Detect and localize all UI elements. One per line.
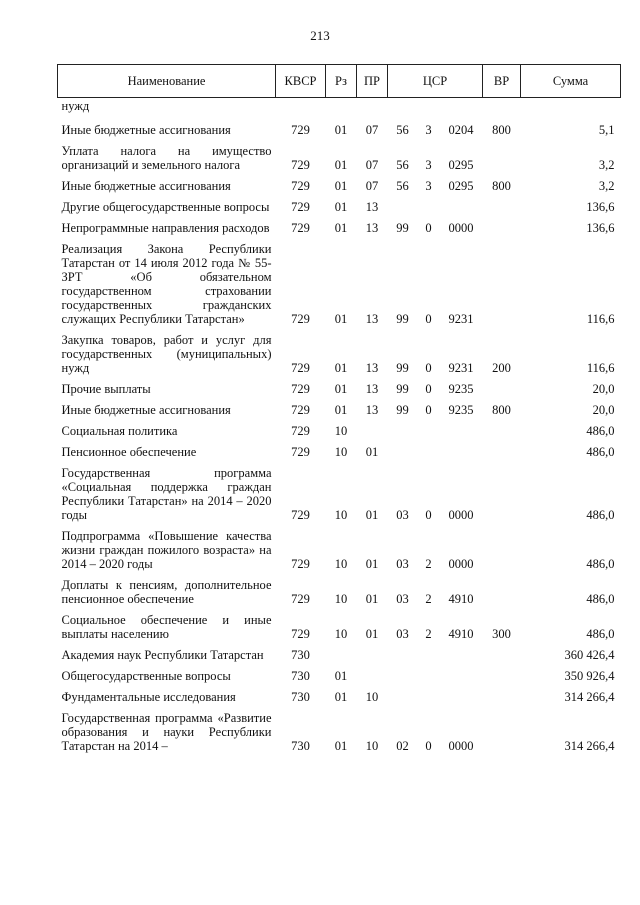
table-row (58, 665, 621, 686)
row-kvsr: 729 (291, 403, 310, 417)
row-kvsr: 729 (291, 592, 310, 606)
row-csr-subprogram (418, 441, 440, 462)
row-vr (483, 140, 521, 175)
row-name: Пенсионное обеспечение (61, 445, 197, 459)
row-csr-subprogram: 0 (425, 508, 432, 522)
row-vr (483, 665, 521, 686)
row-csr-program (388, 686, 418, 707)
table-row (58, 140, 621, 175)
row-kvsr: 729 (291, 200, 310, 214)
row-csr-program (388, 196, 418, 217)
row-kvsr: 729 (291, 382, 310, 396)
table-row (58, 119, 621, 140)
row-vr: 300 (492, 627, 511, 641)
row-csr-direction: 4910 (448, 592, 474, 606)
row-rz: 01 (334, 361, 348, 375)
row-csr-direction (440, 441, 483, 462)
row-name: Иные бюджетные ассигнования (61, 403, 231, 417)
row-kvsr: 729 (291, 445, 310, 459)
row-csr-subprogram: 2 (425, 557, 432, 571)
row-kvsr: 729 (291, 158, 310, 172)
row-csr-direction: 0204 (448, 123, 474, 137)
row-rz: 01 (334, 123, 348, 137)
header-kvsr: КВСР (276, 65, 326, 98)
row-csr-subprogram: 3 (425, 123, 432, 137)
row-csr-direction (440, 665, 483, 686)
table-row (58, 98, 621, 120)
row-name: Прочие выплаты (61, 382, 151, 396)
row-pr (357, 665, 388, 686)
header-csr: ЦСР (388, 65, 483, 98)
row-pr: 01 (365, 627, 379, 641)
row-csr-program: 99 (396, 221, 409, 235)
table-row (58, 644, 621, 665)
row-rz: 01 (334, 179, 348, 193)
row-pr: 01 (365, 508, 379, 522)
row-pr: 13 (365, 361, 379, 375)
row-kvsr: 729 (291, 361, 310, 375)
row-name: Фундаментальные исследования (61, 690, 236, 704)
row-vr: 800 (492, 179, 511, 193)
row-sum: 136,6 (586, 221, 615, 235)
page-number: 213 (310, 28, 330, 43)
row-rz: 01 (334, 312, 348, 326)
table-header-row (58, 65, 621, 98)
row-pr: 13 (365, 200, 379, 214)
row-rz (326, 98, 357, 120)
table-row (58, 175, 621, 196)
table-row (58, 609, 621, 644)
row-csr-subprogram (418, 196, 440, 217)
table-row (58, 196, 621, 217)
row-csr-subprogram: 0 (425, 403, 432, 417)
row-csr-program (388, 665, 418, 686)
row-sum: 116,6 (586, 361, 615, 375)
row-pr: 13 (365, 312, 379, 326)
row-csr-program (388, 98, 418, 120)
row-name: Закупка товаров, работ и услуг для государственных (муниципальных) нужд (61, 333, 272, 375)
row-vr (483, 378, 521, 399)
row-sum (521, 98, 621, 120)
row-kvsr (276, 98, 326, 120)
table-row (58, 329, 621, 378)
row-sum: 486,0 (586, 627, 615, 641)
row-csr-subprogram: 3 (425, 158, 432, 172)
row-csr-subprogram: 0 (425, 382, 432, 396)
row-name: Социальная политика (61, 424, 178, 438)
row-kvsr: 730 (291, 690, 310, 704)
row-sum: 20,0 (592, 382, 615, 396)
header-name: Наименование (58, 65, 276, 98)
row-name: Уплата налога на имущество организаций и земельного налога (61, 144, 272, 172)
row-csr-direction: 0000 (448, 557, 474, 571)
row-csr-direction: 9235 (448, 382, 474, 396)
row-csr-program: 99 (396, 361, 409, 375)
row-pr: 01 (365, 445, 379, 459)
header-vr: ВР (483, 65, 521, 98)
row-csr-program: 99 (396, 312, 409, 326)
row-pr: 13 (365, 221, 379, 235)
row-vr (483, 217, 521, 238)
row-csr-direction: 0000 (448, 739, 474, 753)
row-csr-subprogram (418, 98, 440, 120)
row-vr (483, 574, 521, 609)
row-csr-direction: 9235 (448, 403, 474, 417)
row-csr-program: 56 (396, 179, 409, 193)
row-csr-subprogram: 3 (425, 179, 432, 193)
budget-table-container (57, 64, 621, 756)
row-pr: 07 (365, 123, 379, 137)
row-pr (357, 98, 388, 120)
row-sum: 486,0 (586, 592, 615, 606)
row-vr (483, 238, 521, 329)
row-sum: 136,6 (586, 200, 615, 214)
row-vr: 800 (492, 123, 511, 137)
row-csr-subprogram (418, 665, 440, 686)
row-csr-program: 03 (396, 557, 409, 571)
row-name: Государственная программа «Социальная поддержка граждан Республики Татарстан» на 2014 – 2020 годы (61, 466, 272, 522)
row-pr (357, 420, 388, 441)
row-sum: 20,0 (592, 403, 615, 417)
table-row (58, 574, 621, 609)
table-row (58, 217, 621, 238)
row-vr (483, 686, 521, 707)
table-row (58, 399, 621, 420)
table-row (58, 525, 621, 574)
table-row (58, 441, 621, 462)
row-rz: 01 (334, 382, 348, 396)
row-kvsr: 729 (291, 557, 310, 571)
row-csr-direction (440, 686, 483, 707)
row-pr: 07 (365, 179, 379, 193)
row-vr (483, 420, 521, 441)
row-rz: 01 (334, 690, 348, 704)
row-sum: 5,1 (598, 123, 615, 137)
row-csr-direction: 0000 (448, 508, 474, 522)
row-rz: 01 (334, 403, 348, 417)
row-name: Иные бюджетные ассигнования (61, 123, 231, 137)
row-csr-program: 03 (396, 508, 409, 522)
row-kvsr: 729 (291, 123, 310, 137)
row-rz: 01 (334, 221, 348, 235)
row-rz (326, 644, 357, 665)
row-csr-direction: 4910 (448, 627, 474, 641)
row-csr-direction: 0295 (448, 179, 474, 193)
header-rz: Рз (326, 65, 357, 98)
row-sum: 314 266,4 (564, 739, 615, 753)
row-rz: 10 (334, 508, 348, 522)
row-sum: 486,0 (586, 508, 615, 522)
row-vr: 800 (492, 403, 511, 417)
row-kvsr: 730 (291, 739, 310, 753)
row-csr-subprogram (418, 420, 440, 441)
table-row (58, 462, 621, 525)
row-rz: 01 (334, 200, 348, 214)
row-sum: 486,0 (586, 557, 615, 571)
row-csr-program: 03 (396, 627, 409, 641)
row-csr-program (388, 644, 418, 665)
row-csr-direction: 9231 (448, 361, 474, 375)
row-csr-program: 02 (396, 739, 409, 753)
row-sum: 3,2 (598, 158, 615, 172)
table-row (58, 378, 621, 399)
row-csr-direction (440, 98, 483, 120)
row-csr-direction: 0000 (448, 221, 474, 235)
row-csr-program: 99 (396, 403, 409, 417)
row-vr (483, 644, 521, 665)
row-name: Доплаты к пенсиям, дополнительное пенсионное обеспечение (61, 578, 272, 606)
row-csr-subprogram (418, 686, 440, 707)
row-csr-program: 03 (396, 592, 409, 606)
row-csr-subprogram: 2 (425, 592, 432, 606)
row-vr (483, 98, 521, 120)
row-rz: 01 (334, 669, 348, 683)
row-pr: 13 (365, 382, 379, 396)
row-rz: 10 (334, 445, 348, 459)
budget-table (57, 64, 621, 756)
row-csr-subprogram: 0 (425, 221, 432, 235)
row-vr (483, 196, 521, 217)
row-rz: 01 (334, 158, 348, 172)
table-row (58, 420, 621, 441)
row-name: Реализация Закона Республики Татарстан от 14 июля 2012 года № 55-ЗРТ «Об обязательном государственном страховании государственных гражданских служащих Республики Татарстан» (61, 242, 272, 326)
row-sum: 116,6 (586, 312, 615, 326)
row-name: Другие общегосударственные вопросы (61, 200, 270, 214)
row-name: Государственная программа «Развитие образования и науки Республики Татарстан на 2014 – (61, 711, 272, 753)
row-kvsr: 729 (291, 627, 310, 641)
row-pr: 07 (365, 158, 379, 172)
row-csr-program (388, 420, 418, 441)
row-csr-subprogram: 0 (425, 361, 432, 375)
row-sum: 350 926,4 (564, 669, 615, 683)
row-kvsr: 729 (291, 312, 310, 326)
row-kvsr: 729 (291, 179, 310, 193)
row-csr-subprogram: 2 (425, 627, 432, 641)
header-pr: ПР (357, 65, 388, 98)
row-name: Академия наук Республики Татарстан (61, 648, 264, 662)
row-name: нужд (61, 99, 90, 113)
row-rz: 10 (334, 557, 348, 571)
row-name: Непрограммные направления расходов (61, 221, 270, 235)
table-row (58, 238, 621, 329)
row-rz: 10 (334, 592, 348, 606)
row-pr (357, 644, 388, 665)
row-name: Социальное обеспечение и иные выплаты населению (61, 613, 272, 641)
row-pr: 01 (365, 592, 379, 606)
row-pr: 13 (365, 403, 379, 417)
row-pr: 01 (365, 557, 379, 571)
row-kvsr: 730 (291, 669, 310, 683)
row-sum: 486,0 (586, 445, 615, 459)
row-pr: 10 (365, 739, 379, 753)
row-rz: 01 (334, 739, 348, 753)
row-sum: 314 266,4 (564, 690, 615, 704)
row-sum: 3,2 (598, 179, 615, 193)
row-vr: 200 (492, 361, 511, 375)
row-csr-program: 56 (396, 123, 409, 137)
row-name: Подпрограмма «Повышение качества жизни граждан пожилого возраста» на 2014 – 2020 годы (61, 529, 272, 571)
row-kvsr: 730 (291, 648, 310, 662)
row-csr-subprogram: 0 (425, 739, 432, 753)
row-vr (483, 525, 521, 574)
row-kvsr: 729 (291, 221, 310, 235)
row-vr (483, 462, 521, 525)
row-csr-subprogram (418, 644, 440, 665)
row-csr-direction (440, 420, 483, 441)
row-kvsr: 729 (291, 424, 310, 438)
row-csr-program (388, 441, 418, 462)
row-csr-subprogram: 0 (425, 312, 432, 326)
row-rz: 10 (334, 627, 348, 641)
row-sum: 360 426,4 (564, 648, 615, 662)
row-csr-direction (440, 644, 483, 665)
table-row (58, 707, 621, 756)
row-csr-direction (440, 196, 483, 217)
row-vr (483, 707, 521, 756)
row-csr-direction: 0295 (448, 158, 474, 172)
row-rz: 10 (334, 424, 348, 438)
row-csr-direction: 9231 (448, 312, 474, 326)
row-pr: 10 (365, 690, 379, 704)
table-body (58, 98, 621, 757)
row-name: Иные бюджетные ассигнования (61, 179, 231, 193)
header-sum: Сумма (521, 65, 621, 98)
row-sum: 486,0 (586, 424, 615, 438)
row-vr (483, 441, 521, 462)
row-kvsr: 729 (291, 508, 310, 522)
row-csr-program: 99 (396, 382, 409, 396)
table-row (58, 686, 621, 707)
row-csr-program: 56 (396, 158, 409, 172)
row-name: Общегосударственные вопросы (61, 669, 231, 683)
